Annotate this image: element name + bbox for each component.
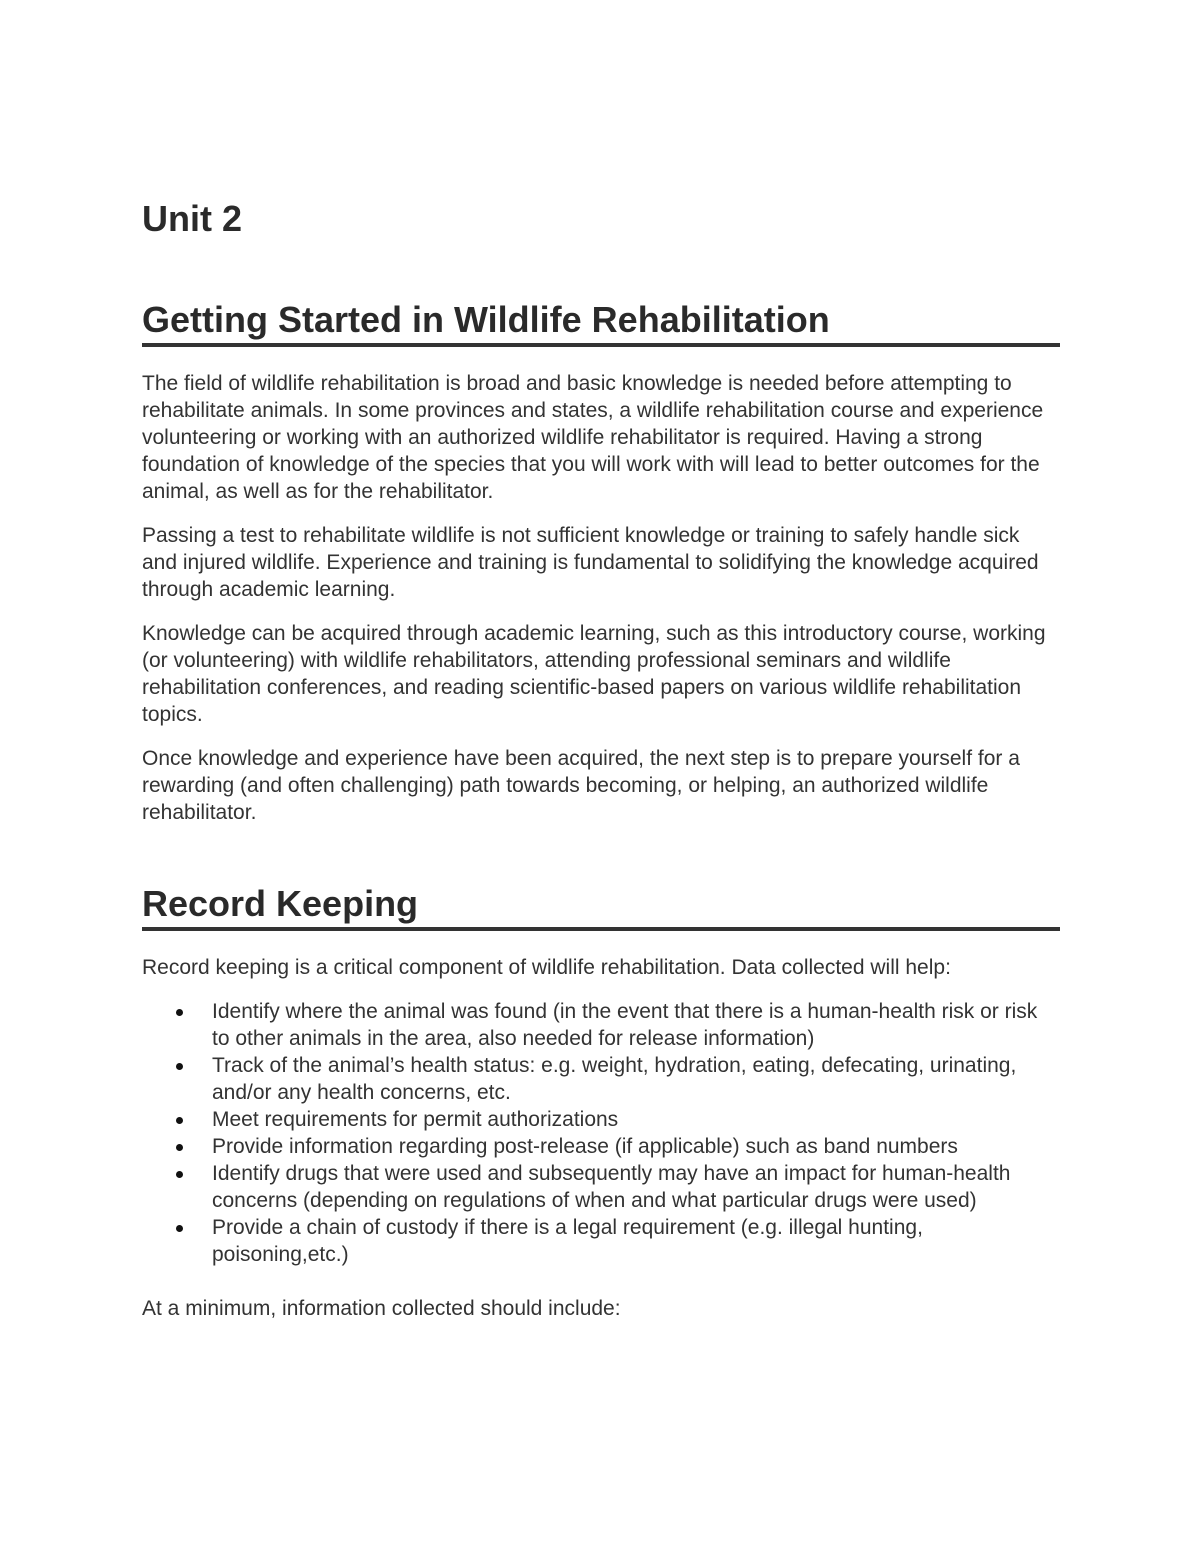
list-item-text: Provide a chain of custody if there is a legal requirement (e.g. illegal hunting, poisoning,etc.) [212,1216,923,1266]
list-item [142,1052,1060,1106]
record-keeping-closing: At a minimum, information collected should include: [142,1297,621,1320]
paragraph: The field of wildlife rehabilitation is broad and basic knowledge is needed before attempting to rehabilitate animals. In some provinces and states, a wildlife rehabilitation course and experience volunteering or working with an authorized wildlife rehabilitator is required. Having a strong foundation of knowledge of the species that you will work with will lead to better outcomes for the animal, as well as for the rehabilitator. [142,372,1044,503]
list-item [142,1133,1060,1160]
bullet-icon [176,1144,183,1151]
unit-title: Unit 2 [142,198,243,239]
list-item-text: Meet requirements for permit authorizations [212,1108,619,1131]
list-item-text: Track of the animal’s health status: e.g. weight, hydration, eating, defecating, urinating, and/or any health concerns, etc. [212,1054,1017,1104]
paragraph: Once knowledge and experience have been acquired, the next step is to prepare yourself for a rewarding (and often challenging) path towards becoming, or helping, an authorized wildlife rehabilitator. [142,747,1020,824]
list-item [142,1106,1060,1133]
list-item-text: Identify drugs that were used and subsequently may have an impact for human-health concerns (depending on regulations of when and what particular drugs were used) [212,1162,1011,1212]
bullet-icon [176,1117,183,1124]
getting-started-body [142,370,1060,843]
bullet-icon [176,1009,183,1016]
list-item [142,998,1060,1052]
bullet-icon [176,1063,183,1070]
section-heading-getting-started: Getting Started in Wildlife Rehabilitation [142,300,1060,347]
bullet-icon [176,1171,183,1178]
paragraph: Knowledge can be acquired through academic learning, such as this introductory course, working (or volunteering) with wildlife rehabilitators, attending professional seminars and wildlife rehabilitation conferences, and reading scientific-based papers on various wildlife rehabilitation topics. [142,622,1046,726]
record-keeping-bullet-list [142,998,1060,1268]
list-item [142,1214,1060,1268]
list-item-text: Identify where the animal was found (in the event that there is a human-health risk or risk to other animals in the area, also needed for release information) [212,1000,1038,1050]
record-keeping-intro: Record keeping is a critical component of wildlife rehabilitation. Data collected will help: [142,956,951,979]
section-heading-record-keeping: Record Keeping [142,884,1060,931]
paragraph: Passing a test to rehabilitate wildlife is not sufficient knowledge or training to safely handle sick and injured wildlife. Experience and training is fundamental to solidifying the knowledge acquired through academic learning. [142,524,1039,601]
list-item-text: Provide information regarding post-release (if applicable) such as band numbers [212,1135,958,1158]
bullet-icon [176,1225,183,1232]
list-item [142,1160,1060,1214]
record-keeping-body [142,954,1060,1339]
